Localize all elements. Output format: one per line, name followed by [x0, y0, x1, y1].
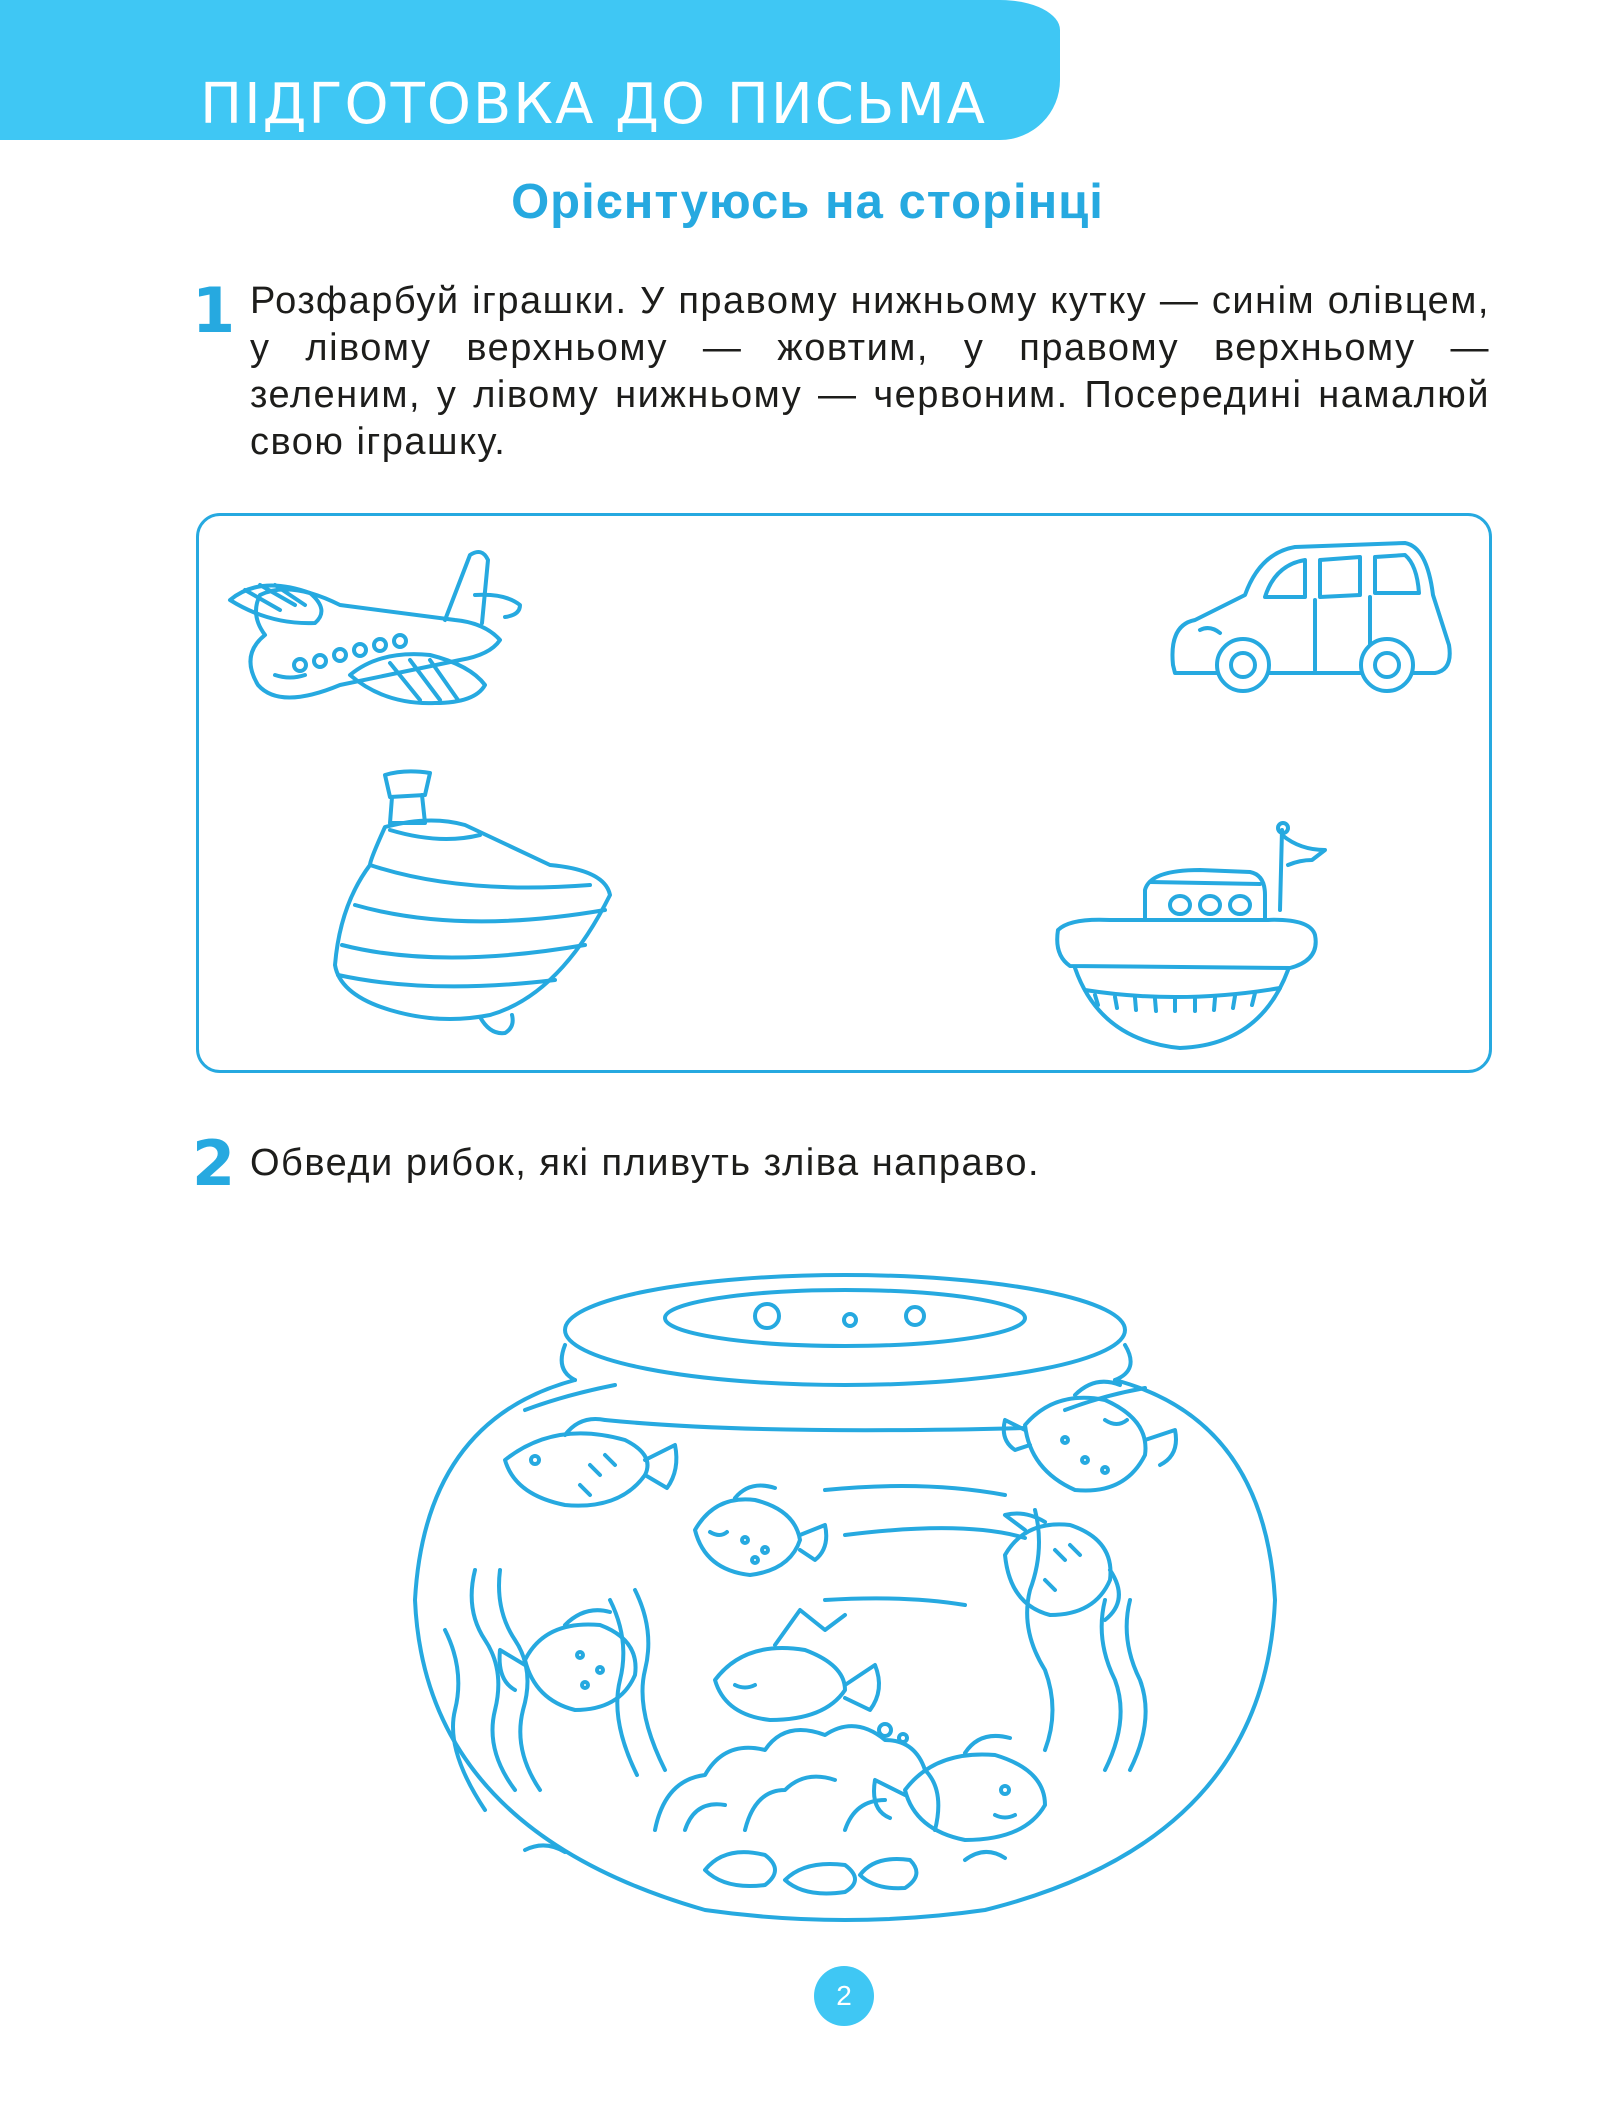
car-icon[interactable]	[1165, 535, 1455, 705]
task-2-text: Обведи рибок, які пливуть зліва направо.	[250, 1142, 1041, 1184]
task-2-number: 2	[192, 1127, 236, 1200]
task-1-number: 1	[192, 274, 236, 347]
fishbowl-icon	[405, 1270, 1285, 1930]
fish-6	[715, 1610, 907, 1742]
fish-2	[1004, 1382, 1176, 1491]
page-number: 2	[814, 1966, 874, 2026]
spinning-top-icon[interactable]	[330, 765, 630, 1045]
boat-icon[interactable]	[1050, 820, 1340, 1060]
fish-4	[1005, 1514, 1119, 1620]
page-title: Орієнтуюсь на сторінці	[511, 175, 1104, 229]
fish-3	[695, 1486, 826, 1575]
fish-7	[874, 1736, 1045, 1840]
section-title: ПІДГОТОВКА ДО ПИСЬМА	[200, 72, 987, 137]
fish-1	[505, 1419, 676, 1506]
task-1-text: Розфарбуй іграшки. У правому нижньому кутку — синім олівцем, у лівому верхньому — жовтим, у правому верхньому — зеленим, у лівому нижньому — червоним. Посередині намалюй свою іграшку.	[250, 280, 1490, 463]
fish-5	[500, 1610, 636, 1710]
airplane-icon[interactable]	[220, 535, 540, 725]
